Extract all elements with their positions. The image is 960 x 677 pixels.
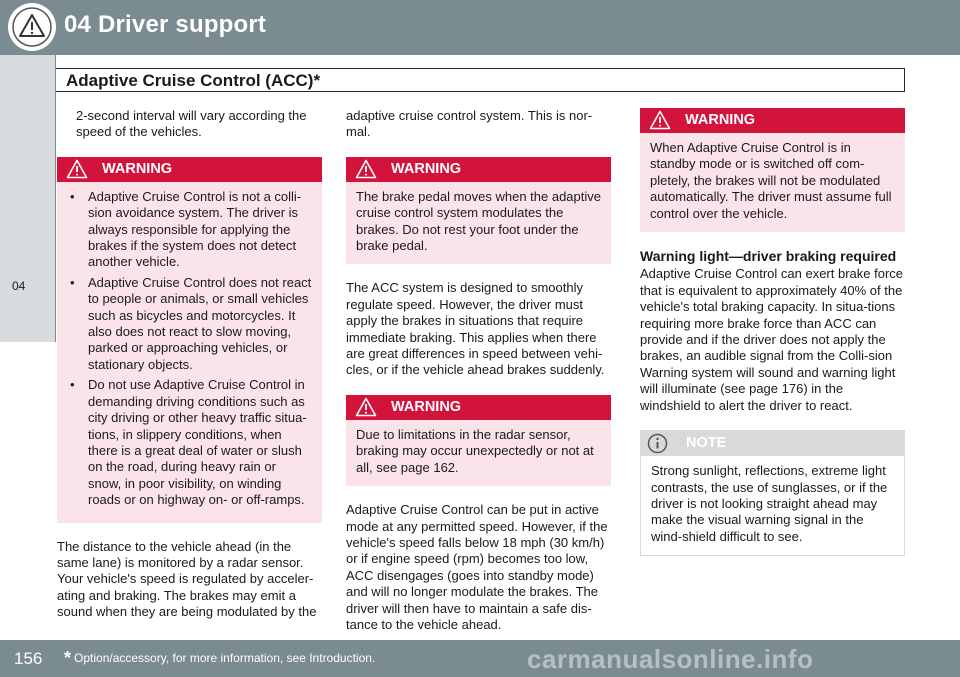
warning-box-4	[640, 108, 905, 232]
col2-paragraph-2: Adaptive Cruise Control can be put in active mode at any permitted speed. However, if the vehicle's speed falls below 18 mph (30 km/h) or if engine speed (rpm) becomes too low, ACC disengages (goes into standby mode) and will no longer modulate the brakes. The driver will then have to maintain a safe dis-tance to the vehicle ahead.	[346, 502, 608, 632]
chapter-title: 04 Driver support	[64, 11, 267, 38]
warning-box-3	[346, 395, 611, 486]
col3-paragraph: Adaptive Cruise Control can exert brake force that is equivalent to approximately 40% of the vehicle's total braking capacity. In situa-tions requiring more brake force than ACC can provide and if the driver does not apply the brakes, an audible signal from the Colli-sion Warning system will sound and warning light will illuminate (see page 176) in the windshield to alert the driver to react.	[640, 266, 904, 413]
warning-title: WARNING	[391, 398, 462, 415]
column-2	[346, 108, 611, 649]
warning-box-2	[346, 157, 611, 265]
warning-list	[67, 189, 312, 509]
section-title: Adaptive Cruise Control (ACC)*	[66, 71, 321, 90]
warning-text: When Adaptive Cruise Control is in standby mode or is switched off com-pletely, the brakes will not be modulated automatically. The driver must assume full control over the vehicle.	[650, 140, 892, 221]
chapter-header	[0, 0, 960, 55]
watermark: carmanualsonline.info	[527, 644, 814, 674]
subheading: Warning light—driver braking required	[640, 248, 897, 265]
col1-intro: 2-second interval will vary according the speed of the vehicles.	[76, 108, 307, 140]
warning-body	[57, 182, 322, 523]
warning-text: The brake pedal moves when the adaptive cruise control system modulates the brakes. Do not rest your foot under the brake pedal.	[356, 188, 601, 254]
section-title-bar	[55, 68, 905, 92]
col1-paragraph: The distance to the vehicle ahead (in the same lane) is monitored by a radar sensor. Your vehicle's speed is regulated by acceler-ating and braking. The brakes may emit a sound when they are being modulated by the	[57, 538, 317, 620]
warning-header	[57, 157, 322, 182]
warning-list-item: • Do not use Adaptive Cruise Control in demanding driving conditions such as city driving or other heavy traffic situa-tions, in slippery conditions, when there is a great deal of water or slush on the road, during heavy rain or snow, in poor visibility, on winding roads or on highway on- or off-ramps.	[67, 377, 312, 508]
col2-intro: adaptive cruise control system. This is nor-mal.	[346, 108, 593, 140]
column-1	[57, 108, 322, 637]
warning-header	[640, 108, 905, 133]
warning-title: WARNING	[685, 112, 756, 128]
page-footer	[0, 640, 960, 677]
warning-box-1	[57, 157, 322, 523]
note-text: Strong sunlight, reflections, extreme light contrasts, the use of sunglasses, or if the driver is not looking straight ahead may make the visual warning signal in the wind-shield difficult to see.	[651, 463, 888, 544]
col2-paragraph-1: The ACC system is designed to smoothly regulate speed. However, the driver must apply the brakes in situations that require immediate braking. This applies when there are great differences in speed between vehi-cles, or if the vehicle ahead brakes suddenly.	[346, 280, 605, 378]
column-3	[640, 108, 905, 572]
page-number: 156	[14, 649, 43, 668]
warning-title: WARNING	[391, 160, 462, 177]
warning-text: Due to limitations in the radar sensor, braking may occur unexpectedly or not at all, see page 162.	[356, 426, 594, 475]
warning-triangle-icon	[649, 110, 671, 130]
note-box	[640, 430, 905, 556]
note-title: NOTE	[686, 435, 727, 452]
warning-triangle-icon	[66, 159, 88, 179]
warning-triangle-icon	[8, 3, 56, 51]
footer-note	[64, 648, 375, 669]
warning-list-item: • Adaptive Cruise Control does not react to people or animals, or small vehicles such as bicycles and motorcycles. It also does not react to slow moving, parked or approaching vehicles, or stationary objects.	[67, 275, 312, 373]
tab-divider	[55, 55, 56, 342]
chapter-side-tab	[0, 55, 55, 342]
footer-note-text: Option/accessory, for more information, see Introduction.	[74, 651, 376, 665]
warning-header	[346, 395, 611, 420]
info-icon	[647, 433, 668, 454]
warning-list-item: • Adaptive Cruise Control is not a colli-sion avoidance system. The driver is always responsible for applying the brakes if the system does not detect another vehicle.	[67, 189, 312, 271]
warning-header	[346, 157, 611, 182]
warning-title: WARNING	[102, 160, 173, 177]
side-tab-label: 04	[12, 279, 26, 293]
warning-triangle-icon	[355, 397, 377, 417]
note-header	[641, 431, 904, 456]
warning-triangle-icon	[355, 159, 377, 179]
footnote-star: *	[64, 648, 72, 668]
